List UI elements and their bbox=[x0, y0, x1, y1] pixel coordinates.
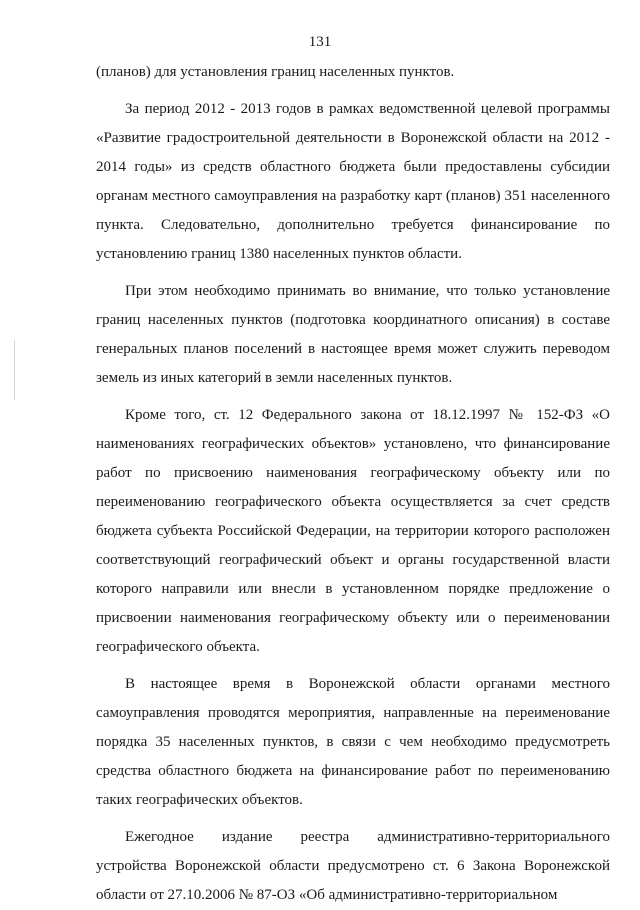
paragraph-federal-law: Кроме того, ст. 12 Федерального закона от 18.12.1997 № 152-ФЗ «О наименованиях географических объектов» установлено, что финансирование работ по присвоению наименования географическому объекту или по переименованию географического объекта осуществляется за счет средств бюджета субъекта Российской Федерации, на территории которого расположен соответствующий географический объект и органы государственной власти которого направили или внесли в установленном порядке предложение о присвоении наименования географическому объекту или о переименовании географического объекта. bbox=[96, 407, 610, 655]
paragraph-registry: Ежегодное издание реестра административно-территориального устройства Воронежской области предусмотрено ст. 6 Закона Воронежской области от 27.10.2006 № 87-ОЗ «Об административно-территориальном bbox=[96, 829, 610, 903]
paragraph-boundaries: При этом необходимо принимать во внимание, что только установление границ населенных пунктов (подготовка координатного описания) в составе генеральных планов поселений в настоящее время может служить переводом земель из иных категорий в земли населенных пунктов. bbox=[96, 283, 610, 386]
page-number: 131 bbox=[308, 34, 332, 50]
paragraph-subsidies: За период 2012 - 2013 годов в рамках ведомственной целевой программы «Развитие градостроительной деятельности в Воронежской области на 2012 - 2014 годы» из средств областного бюджета были предоставлены субсидии органам местного самоуправления на разработку карт (планов) 351 населенного пункта. Следовательно, дополнительно требуется финансирование по установлению границ 1380 населенных пунктов области. bbox=[96, 101, 610, 262]
paragraph-renaming: В настоящее время в Воронежской области органами местного самоуправления проводятся мероприятия, направленные на переименование порядка 35 населенных пунктов, в связи с чем необходимо предусмотреть средства областного бюджета на финансирование работ по переименованию таких географических объектов. bbox=[96, 676, 610, 808]
document-body bbox=[96, 58, 610, 910]
scan-artifact-line bbox=[14, 340, 15, 400]
paragraph-continuation: (планов) для установления границ населенных пунктов. bbox=[96, 64, 455, 80]
